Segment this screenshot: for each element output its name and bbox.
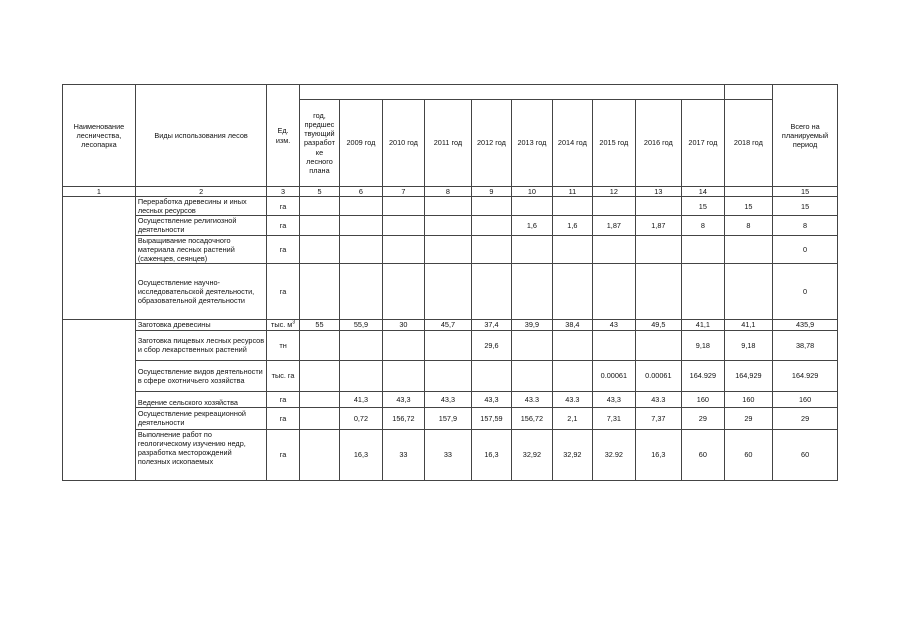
column-number: 3 [267, 187, 299, 197]
column-number: 14 [682, 187, 724, 197]
header-year: 2013 год [512, 100, 552, 187]
total-value: 160 [773, 391, 838, 407]
year-value: 33 [382, 429, 424, 480]
unit-text: га [279, 394, 287, 404]
use-type-cell: Осуществление научно-исследовательской деятельности, образовательной деятельности [135, 263, 267, 319]
total-value: 0 [773, 263, 838, 319]
forestry-name-cell [63, 197, 136, 320]
table-row [63, 360, 838, 391]
unit-cell [267, 360, 299, 391]
use-type-cell: Выращивание посадочного материала лесных растений (саженцев, сеянцев) [135, 235, 267, 263]
year-value: 41,1 [724, 319, 773, 330]
table-row [63, 235, 838, 263]
year-value: 15 [682, 197, 724, 216]
year-value [635, 197, 682, 216]
year-value [635, 330, 682, 360]
year-value: 16,3 [635, 429, 682, 480]
year-value: 157,59 [471, 407, 511, 429]
year-value: 43,3 [382, 391, 424, 407]
year-value [340, 235, 382, 263]
total-value: 60 [773, 429, 838, 480]
year-value: 32,92 [552, 429, 592, 480]
total-value: 15 [773, 197, 838, 216]
unit-superscript: 3 [292, 319, 296, 326]
year-value: 15 [724, 197, 773, 216]
column-number: 15 [773, 187, 838, 197]
use-type-cell: Осуществление рекреационной деятельности [135, 407, 267, 429]
year-value: 32.92 [593, 429, 635, 480]
year-value: 60 [724, 429, 773, 480]
prior-year-value [299, 216, 339, 235]
prior-year-value: 55 [299, 319, 339, 330]
year-value [512, 263, 552, 319]
year-value: 16,3 [340, 429, 382, 480]
forestry-name-cell [63, 319, 136, 480]
year-value: 29,6 [471, 330, 511, 360]
year-value: 29 [724, 407, 773, 429]
table-row [63, 263, 838, 319]
year-value: 9,18 [682, 330, 724, 360]
year-value [382, 263, 424, 319]
column-number: 2 [135, 187, 267, 197]
year-value [552, 330, 592, 360]
year-value [471, 360, 511, 391]
year-value: 156,72 [512, 407, 552, 429]
year-value [382, 360, 424, 391]
total-value: 8 [773, 216, 838, 235]
header-year: 2014 год [552, 100, 592, 187]
prior-year-value [299, 263, 339, 319]
prior-year-value [299, 429, 339, 480]
header-year: 2009 год [340, 100, 382, 187]
unit-text: га [279, 220, 287, 230]
year-value: 29 [682, 407, 724, 429]
year-value: 43,3 [593, 391, 635, 407]
header-group-extra [724, 85, 773, 100]
unit-text: га [279, 413, 287, 423]
total-value: 38,78 [773, 330, 838, 360]
year-value: 41,3 [340, 391, 382, 407]
year-value: 1,6 [552, 216, 592, 235]
column-number: 10 [512, 187, 552, 197]
year-value [552, 235, 592, 263]
unit-cell [267, 391, 299, 407]
unit-cell [267, 407, 299, 429]
table-row [63, 216, 838, 235]
unit-cell [267, 330, 299, 360]
header-group [299, 85, 724, 100]
unit-cell [267, 429, 299, 480]
year-value [552, 360, 592, 391]
use-type-cell: Осуществление видов деятельности в сфере охотничьего хозяйства [135, 360, 267, 391]
use-type-cell: Выполнение работ по геологическому изучению недр, разработка месторождений полезных ископаемых [135, 429, 267, 480]
year-value: 38,4 [552, 319, 592, 330]
year-value: 156,72 [382, 407, 424, 429]
year-value [382, 330, 424, 360]
column-number: 7 [382, 187, 424, 197]
year-value [552, 263, 592, 319]
year-value: 32,92 [512, 429, 552, 480]
year-value: 30 [382, 319, 424, 330]
year-value: 45,7 [425, 319, 472, 330]
year-value: 1,6 [512, 216, 552, 235]
forest-use-table [62, 84, 838, 481]
unit-text: тыс. м [271, 320, 293, 330]
year-value: 60 [682, 429, 724, 480]
year-value [471, 235, 511, 263]
year-value: 49,5 [635, 319, 682, 330]
year-value: 43,3 [471, 391, 511, 407]
column-number: 6 [340, 187, 382, 197]
year-value [340, 360, 382, 391]
unit-cell [267, 235, 299, 263]
year-value: 55,9 [340, 319, 382, 330]
year-value: 43 [593, 319, 635, 330]
year-value [635, 235, 682, 263]
table-row [63, 429, 838, 480]
header-year: 2010 год [382, 100, 424, 187]
year-value [340, 263, 382, 319]
year-value: 43.3 [635, 391, 682, 407]
year-value: 7,31 [593, 407, 635, 429]
column-number: 8 [425, 187, 472, 197]
unit-text: тн [279, 340, 287, 350]
year-value: 7,37 [635, 407, 682, 429]
year-value: 164.929 [682, 360, 724, 391]
use-type-cell: Переработка древесины и иных лесных ресурсов [135, 197, 267, 216]
year-value: 1,87 [593, 216, 635, 235]
year-value [512, 330, 552, 360]
year-value [593, 235, 635, 263]
year-value [512, 360, 552, 391]
unit-text: тыс. га [271, 371, 295, 381]
year-value: 160 [724, 391, 773, 407]
header-unit: Ед. изм. [267, 85, 299, 187]
table-row [63, 319, 838, 330]
year-value [340, 330, 382, 360]
year-value: 160 [682, 391, 724, 407]
header-year: 2018 год [724, 100, 773, 187]
total-value: 0 [773, 235, 838, 263]
year-value [593, 263, 635, 319]
year-value [635, 263, 682, 319]
year-value [425, 235, 472, 263]
use-type-cell: Осуществление религиозной деятельности [135, 216, 267, 235]
use-type-cell: Заготовка древесины [135, 319, 267, 330]
table-row [63, 330, 838, 360]
column-number [724, 187, 773, 197]
year-value: 157,9 [425, 407, 472, 429]
prior-year-value [299, 197, 339, 216]
prior-year-value [299, 407, 339, 429]
year-value: 0.00061 [593, 360, 635, 391]
table-row [63, 391, 838, 407]
year-value [512, 235, 552, 263]
table-row [63, 407, 838, 429]
total-value: 435,9 [773, 319, 838, 330]
column-number: 13 [635, 187, 682, 197]
header-types: Виды использования лесов [135, 85, 267, 187]
year-value: 39,9 [512, 319, 552, 330]
year-value: 164,929 [724, 360, 773, 391]
year-value [340, 216, 382, 235]
column-number: 5 [299, 187, 339, 197]
header-name: Наименование лесничества, лесопарка [63, 85, 136, 187]
total-value: 29 [773, 407, 838, 429]
year-value [425, 216, 472, 235]
total-value: 164.929 [773, 360, 838, 391]
year-value [471, 263, 511, 319]
column-number: 12 [593, 187, 635, 197]
year-value [340, 197, 382, 216]
unit-cell [267, 197, 299, 216]
header-year: 2016 год [635, 100, 682, 187]
header-year: 2017 год [682, 100, 724, 187]
year-value [425, 330, 472, 360]
header-total: Всего на планируемый период [773, 85, 838, 187]
year-value [552, 197, 592, 216]
unit-cell [267, 216, 299, 235]
unit-cell [267, 263, 299, 319]
unit-cell [267, 319, 299, 330]
column-number: 9 [471, 187, 511, 197]
year-value: 8 [682, 216, 724, 235]
header-year: 2015 год [593, 100, 635, 187]
year-value: 16,3 [471, 429, 511, 480]
year-value: 9,18 [724, 330, 773, 360]
year-value [382, 216, 424, 235]
year-value: 43.3 [552, 391, 592, 407]
year-value [471, 216, 511, 235]
year-value: 2,1 [552, 407, 592, 429]
prior-year-value [299, 391, 339, 407]
year-value [682, 263, 724, 319]
year-value [593, 330, 635, 360]
year-value [382, 235, 424, 263]
prior-year-value [299, 235, 339, 263]
header-year: 2012 год [471, 100, 511, 187]
year-value [682, 235, 724, 263]
prior-year-value [299, 360, 339, 391]
year-value: 37,4 [471, 319, 511, 330]
year-value: 33 [425, 429, 472, 480]
year-value [471, 197, 511, 216]
table-row [63, 197, 838, 216]
column-number: 11 [552, 187, 592, 197]
prior-year-value [299, 330, 339, 360]
year-value [425, 263, 472, 319]
header-prior-year: год, предшес твующий разработ ке лесного плана [299, 100, 339, 187]
year-value [382, 197, 424, 216]
unit-text: га [279, 450, 287, 460]
year-value [593, 197, 635, 216]
year-value [724, 235, 773, 263]
year-value: 1,87 [635, 216, 682, 235]
header-year: 2011 год [425, 100, 472, 187]
year-value: 43.3 [512, 391, 552, 407]
year-value [724, 263, 773, 319]
unit-text: га [279, 201, 287, 211]
unit-text: га [279, 286, 287, 296]
use-type-cell: Ведение сельского хозяйства [135, 391, 267, 407]
column-number: 1 [63, 187, 136, 197]
use-type-cell: Заготовка пищевых лесных ресурсов и сбор лекарственных растений [135, 330, 267, 360]
year-value [425, 360, 472, 391]
year-value [425, 197, 472, 216]
year-value [512, 197, 552, 216]
year-value: 0.00061 [635, 360, 682, 391]
year-value: 41,1 [682, 319, 724, 330]
year-value: 0,72 [340, 407, 382, 429]
year-value: 8 [724, 216, 773, 235]
unit-text: га [279, 244, 287, 254]
year-value: 43,3 [425, 391, 472, 407]
